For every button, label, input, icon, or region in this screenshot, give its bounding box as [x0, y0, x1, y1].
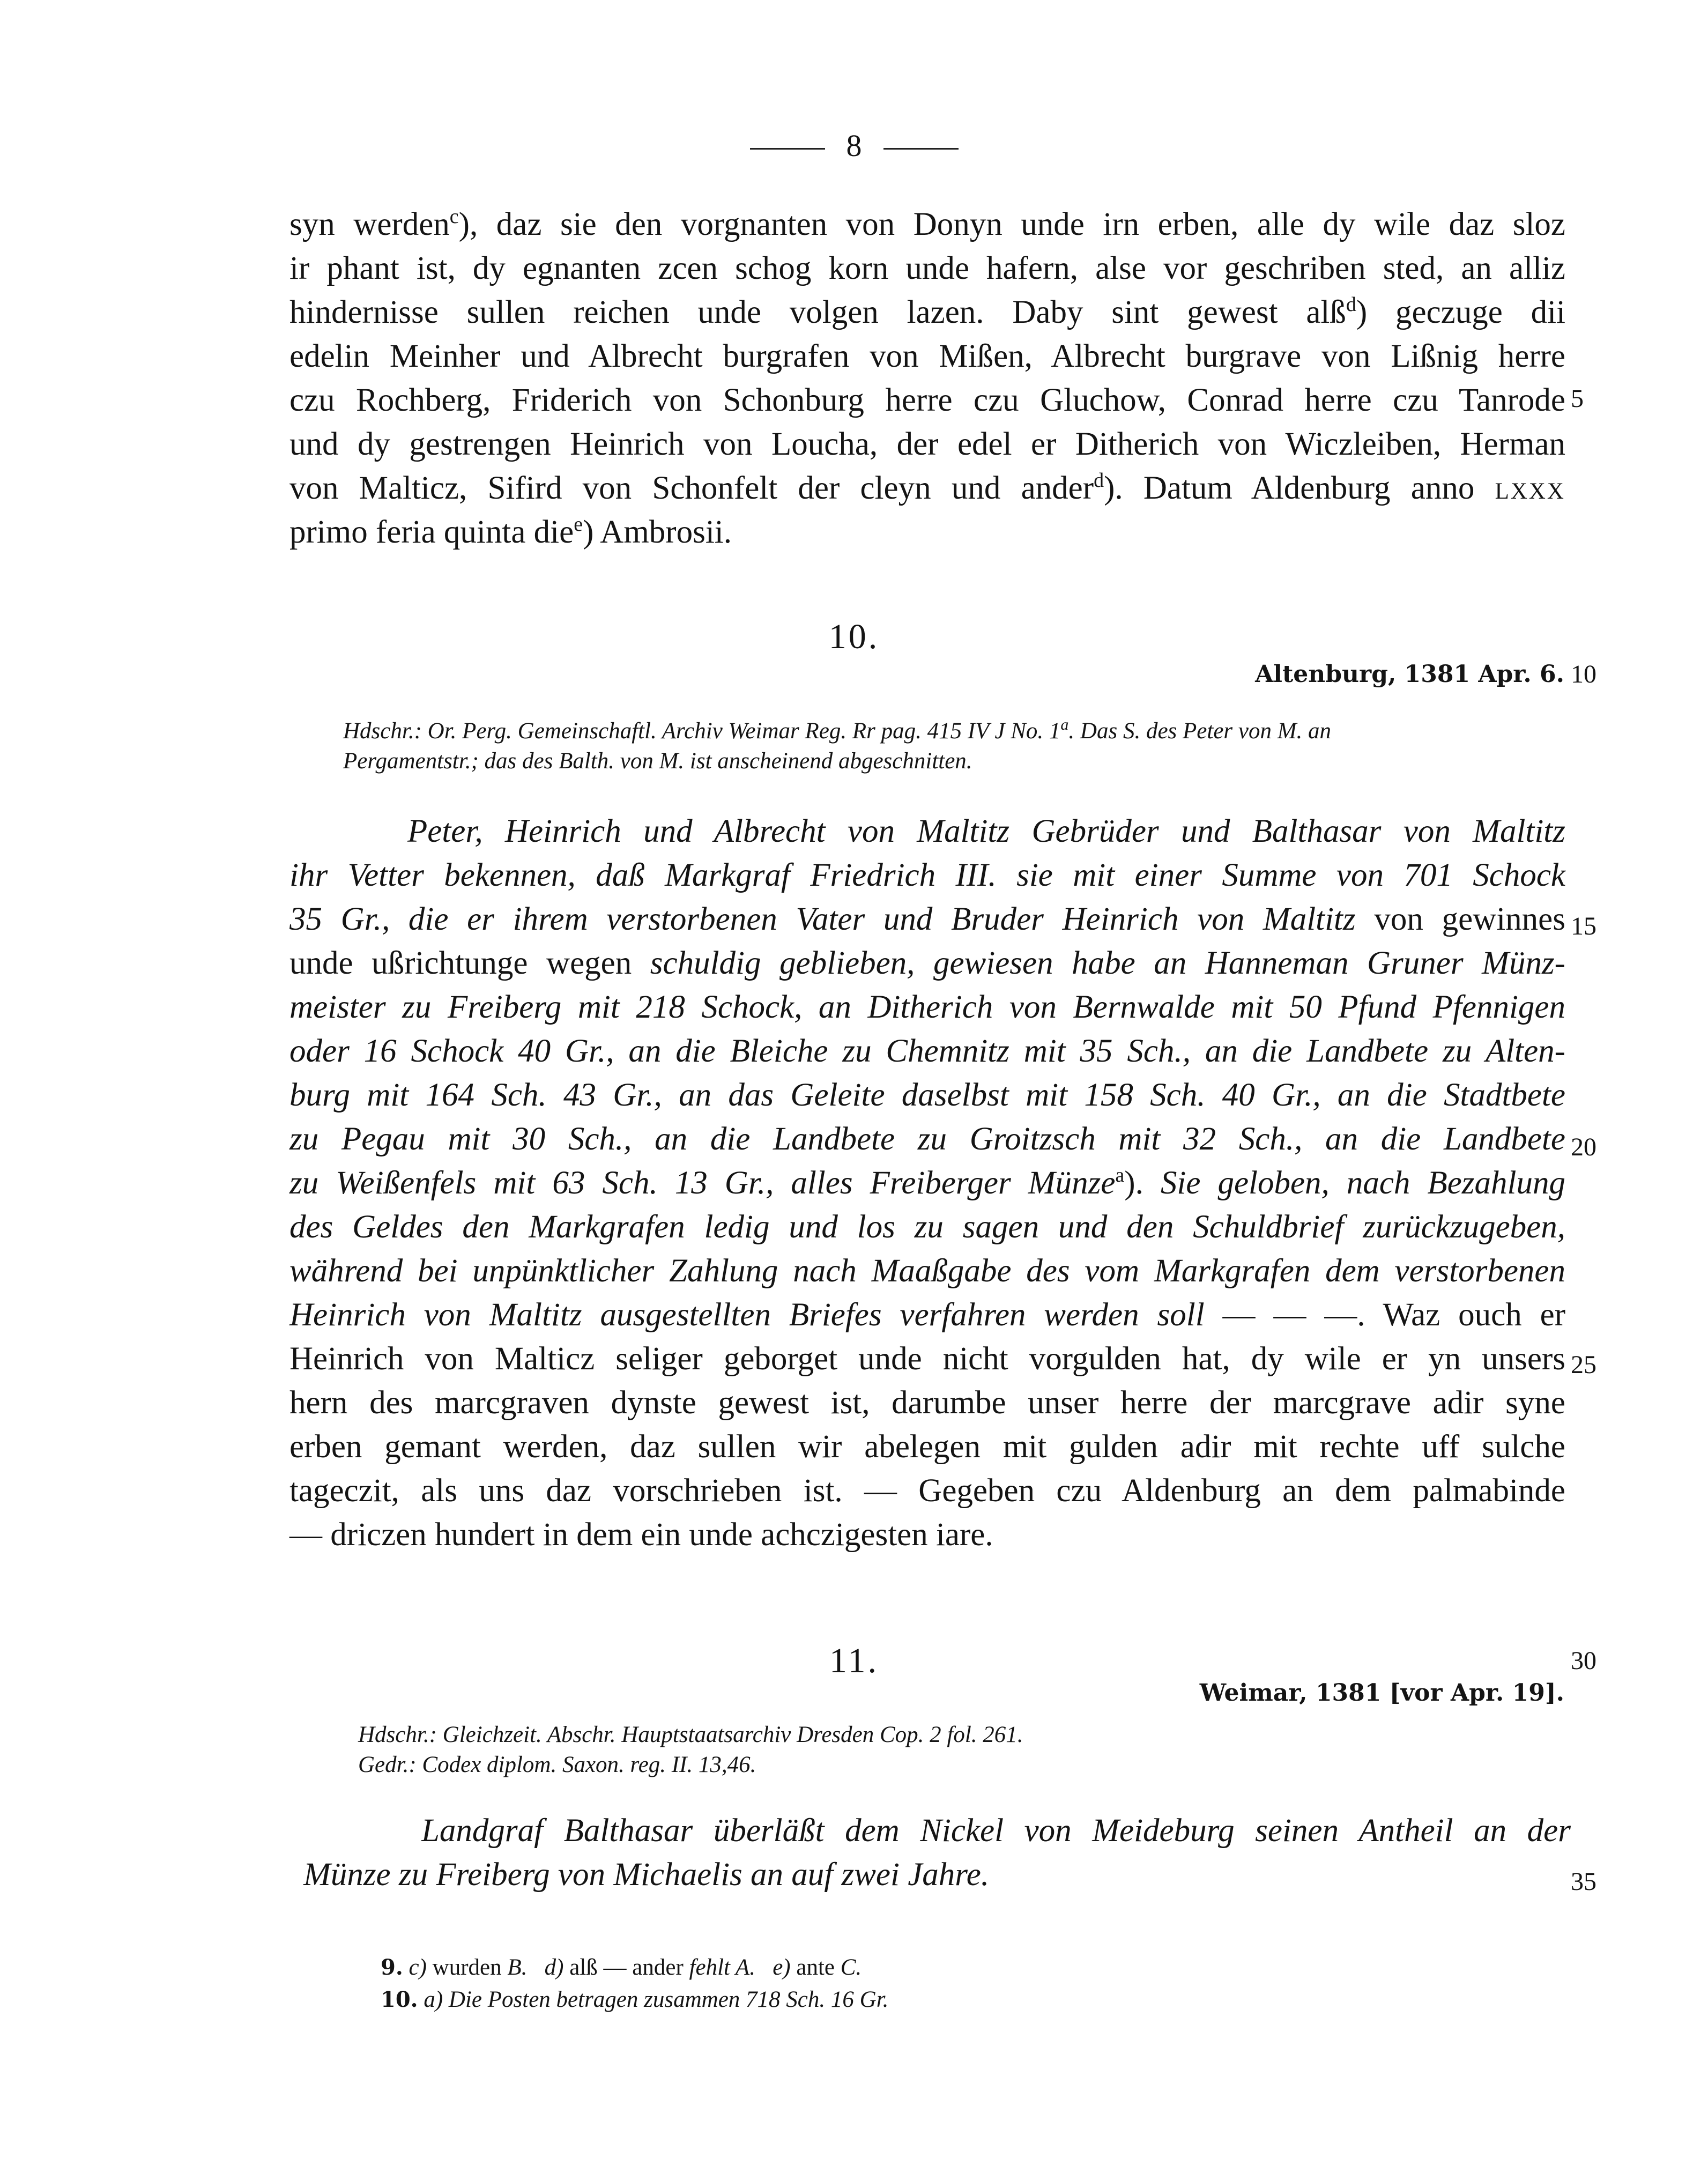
doc9-line-6: und dy gestrengen Heinrich von Loucha, der edel er Ditherich von Wiczleiben, Herman	[289, 426, 1565, 462]
doc10-regest-line-9: zu Weißenfels mit 63 Sch. 13 Gr., alles Freiberger Münze$^a$). Sie geloben, nach Bezahlung	[289, 1164, 1565, 1201]
doc10-text-line-3: erben gemant werden, daz sullen wir abelegen mit gulden adir mit rechte uff sulche	[289, 1429, 1565, 1465]
footnotes	[381, 1952, 888, 2016]
doc11-number: 11.	[829, 1641, 879, 1680]
doc11-regest	[303, 1809, 1571, 1897]
doc10-regest-line-5: meister zu Freiberg mit 218 Schock, an Ditherich von Bernwalde mit 50 Pfund Pfennigen	[289, 989, 1565, 1025]
line-number-35: 35	[1571, 1867, 1596, 1896]
page-header	[0, 128, 1708, 164]
header-rule-left	[750, 148, 825, 150]
doc9-line-4: edelin Meinher und Albrecht burgrafen von Mißen, Albrecht burgrave von Lißnig herre	[289, 338, 1565, 374]
doc9-line-2: ir phant ist, dy egnanten zcen schog korn unde hafern, alse vor geschriben sted, an alliz	[289, 250, 1565, 286]
doc9-line-1: syn werden$^c$), daz sie den vorgnanten von Donyn unde irn erben, alle dy wile daz sloz	[289, 205, 1566, 242]
doc10-regest-line-6: oder 16 Schock 40 Gr., an die Bleiche zu Chemnitz mit 35 Sch., an die Landbete zu Alten-	[289, 1033, 1565, 1069]
line-number-25: 25	[1571, 1351, 1596, 1379]
doc10-regest-line-2: ihr Vetter bekennen, daß Markgraf Friedrich III. sie mit einer Summe von 701 Schock	[289, 857, 1565, 893]
doc10-text-line-2: hern des marcgraven dynste gewest ist, darumbe unser herre der marcgrave adir syne	[289, 1385, 1565, 1421]
line-number-30: 30	[1571, 1647, 1596, 1675]
line-number-5: 5	[1571, 384, 1584, 413]
header-rule-right	[883, 148, 959, 150]
line-number-15: 15	[1571, 912, 1596, 940]
line-number-10: 10	[1571, 660, 1596, 688]
doc9-line-5: czu Rochberg, Friderich von Schonburg herre czu Gluchow, Conrad herre czu Tanrode	[289, 382, 1565, 418]
doc9-line-7: von Malticz, Sifird von Schonfelt der cleyn und ander$^d$). Datum Aldenburg anno lxxx	[289, 469, 1565, 506]
doc10-regest-line-1: Peter, Heinrich und Albrecht von Maltitz Gebrüder und Balthasar von Maltitz	[407, 813, 1565, 849]
footnote-doc9: 9. c) wurden B. d) alß — ander fehlt A. e) ante C.	[381, 1955, 862, 1980]
footnote-doc10: 10. a) Die Posten betragen zusammen 718 Sch. 16 Gr.	[381, 1987, 889, 2012]
doc9-line-3: hindernisse sullen reichen unde volgen lazen. Daby sint gewest alß$^d$) geczuge dii	[289, 293, 1565, 330]
doc10-source-line-2: Pergamentstr.; das des Balth. von M. ist anscheinend abgeschnitten.	[343, 748, 972, 774]
doc9-line-8: primo feria quinta die$^e$) Ambrosii.	[289, 513, 732, 550]
doc11-place-date: Weimar, 1381 [vor Apr. 19].	[1199, 1679, 1564, 1707]
doc10-source-note	[343, 716, 1581, 776]
doc10-regest-line-8: zu Pegau mit 30 Sch., an die Landbete zu Groitzsch mit 32 Sch., an die Landbete	[289, 1121, 1565, 1157]
doc10-number: 10.	[828, 617, 880, 656]
page-number: 8	[846, 128, 862, 163]
doc10-regest-line-11: während bei unpünktlicher Zahlung nach Maaßgabe des vom Markgrafen dem verstorbenen	[289, 1253, 1565, 1289]
doc10-text-line-4: tageczit, als uns daz vorschrieben ist. — Gegeben czu Aldenburg an dem palmabinde	[289, 1473, 1565, 1509]
line-number-20: 20	[1571, 1133, 1596, 1161]
doc9-continuation	[289, 203, 1565, 554]
doc11-regest-line-1: Landgraf Balthasar überläßt dem Nickel von Meideburg seinen Antheil an der	[421, 1813, 1571, 1849]
doc10-text-line-5: — driczen hundert in dem ein unde achczigesten iare.	[289, 1517, 993, 1553]
doc11-regest-line-2: Münze zu Freiberg von Michaelis an auf zwei Jahre.	[303, 1857, 990, 1893]
doc10-regest-line-3: 35 Gr., die er ihrem verstorbenen Vater und Bruder Heinrich von Maltitz von gewinnes	[289, 901, 1565, 937]
doc10-source-line-1: Hdschr.: Or. Perg. Gemeinschaftl. Archiv Weimar Reg. Rr pag. 415 IV J No. 1$^a$. Das S. des Peter von M. an	[343, 716, 1332, 744]
doc10-regest-line-4: unde ußrichtunge wegen schuldig geblieben, gewiesen habe an Hanneman Gruner Münz-	[289, 945, 1565, 981]
doc10-text-line-1: Heinrich von Malticz seliger geborget unde nicht vorgulden hat, dy wile er yn unsers	[289, 1341, 1565, 1377]
doc11-source-line-2: Gedr.: Codex diplom. Saxon. reg. II. 13,46.	[358, 1752, 756, 1777]
doc10-regest-line-7: burg mit 164 Sch. 43 Gr., an das Geleite daselbst mit 158 Sch. 40 Gr., an die Stadtbete	[289, 1077, 1565, 1113]
doc10-regest-line-10: des Geldes den Markgrafen ledig und los zu sagen und den Schuldbrief zurückzugeben,	[289, 1209, 1565, 1245]
doc10-regest-line-12: Heinrich von Maltitz ausgestellten Briefes verfahren werden soll — — —. Waz ouch er	[289, 1297, 1566, 1333]
doc11-source-note	[358, 1720, 1596, 1780]
doc10-body	[289, 810, 1565, 1557]
doc10-place-date: Altenburg, 1381 Apr. 6.	[1255, 661, 1564, 688]
doc11-source-line-1: Hdschr.: Gleichzeit. Abschr. Hauptstaatsarchiv Dresden Cop. 2 fol. 261.	[358, 1722, 1023, 1747]
